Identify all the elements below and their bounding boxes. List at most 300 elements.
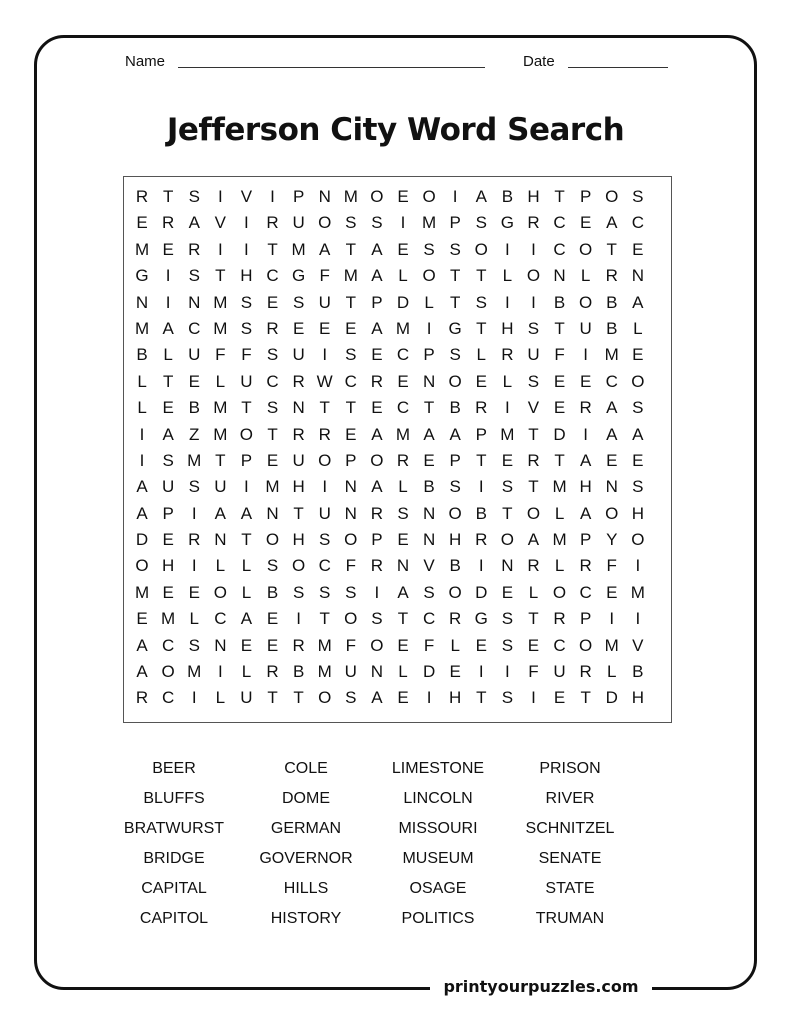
grid-letter[interactable]: G bbox=[500, 213, 514, 233]
grid-letter[interactable]: O bbox=[448, 582, 462, 602]
grid-letter[interactable]: L bbox=[450, 635, 460, 655]
grid-letter[interactable]: A bbox=[136, 503, 148, 523]
grid-letter[interactable]: M bbox=[187, 662, 202, 682]
grid-letter[interactable]: I bbox=[452, 187, 458, 206]
grid-letter[interactable]: O bbox=[526, 266, 541, 286]
grid-letter[interactable]: R bbox=[135, 187, 149, 206]
grid-letter[interactable]: C bbox=[422, 609, 436, 629]
grid-letter[interactable]: E bbox=[240, 635, 253, 655]
grid-letter[interactable]: E bbox=[162, 582, 174, 602]
grid-letter[interactable]: M bbox=[552, 477, 567, 497]
grid-letter[interactable]: E bbox=[475, 635, 487, 655]
grid-letter[interactable]: S bbox=[345, 213, 357, 233]
grid-letter[interactable]: N bbox=[422, 503, 436, 523]
grid-letter[interactable]: S bbox=[501, 688, 514, 708]
grid-letter[interactable]: M bbox=[604, 345, 619, 365]
grid-letter[interactable]: L bbox=[476, 345, 486, 365]
grid-letter[interactable]: U bbox=[318, 292, 331, 312]
grid-letter[interactable]: O bbox=[422, 266, 436, 286]
grid-letter[interactable]: C bbox=[396, 345, 410, 365]
grid-letter[interactable]: R bbox=[370, 371, 384, 391]
grid-letter[interactable]: E bbox=[632, 345, 644, 365]
grid-letter[interactable]: O bbox=[631, 371, 645, 391]
grid-letter[interactable]: E bbox=[266, 609, 279, 629]
grid-letter[interactable]: O bbox=[344, 609, 358, 629]
grid-letter[interactable]: I bbox=[504, 662, 510, 682]
grid-letter[interactable]: I bbox=[191, 503, 197, 523]
grid-letter[interactable]: S bbox=[527, 318, 540, 338]
grid-letter[interactable]: E bbox=[397, 530, 409, 550]
grid-letter[interactable]: H bbox=[501, 318, 514, 338]
grid-letter[interactable]: R bbox=[370, 503, 384, 523]
grid-letter[interactable]: L bbox=[163, 345, 173, 365]
grid-letter[interactable]: M bbox=[213, 318, 228, 338]
grid-letter[interactable]: T bbox=[319, 609, 330, 629]
grid-letter[interactable]: C bbox=[553, 213, 566, 233]
grid-letter[interactable]: U bbox=[240, 688, 253, 708]
grid-letter[interactable]: O bbox=[370, 187, 384, 206]
grid-letter[interactable]: O bbox=[579, 239, 593, 259]
grid-letter[interactable]: B bbox=[606, 318, 618, 338]
grid-letter[interactable]: S bbox=[501, 477, 514, 497]
grid-letter[interactable]: A bbox=[632, 424, 644, 444]
grid-letter[interactable]: L bbox=[241, 582, 252, 602]
grid-letter[interactable]: T bbox=[162, 187, 174, 206]
grid-letter[interactable]: R bbox=[188, 239, 201, 259]
grid-letter[interactable]: E bbox=[632, 450, 644, 470]
grid-letter[interactable]: S bbox=[319, 530, 331, 550]
grid-letter[interactable]: B bbox=[136, 345, 148, 365]
grid-letter[interactable]: R bbox=[266, 213, 279, 233]
grid-letter[interactable]: H bbox=[162, 556, 175, 576]
grid-letter[interactable]: B bbox=[423, 477, 435, 497]
grid-letter[interactable]: M bbox=[161, 609, 176, 629]
grid-letter[interactable]: E bbox=[136, 213, 148, 233]
grid-letter[interactable]: S bbox=[162, 450, 174, 470]
grid-letter[interactable]: C bbox=[162, 688, 175, 708]
grid-letter[interactable]: T bbox=[528, 424, 539, 444]
grid-letter[interactable]: U bbox=[292, 345, 305, 365]
grid-letter[interactable]: T bbox=[267, 424, 278, 444]
grid-letter[interactable]: C bbox=[266, 266, 279, 286]
grid-letter[interactable]: S bbox=[292, 292, 305, 312]
grid-letter[interactable]: S bbox=[240, 318, 253, 338]
grid-letter[interactable]: M bbox=[134, 582, 150, 602]
grid-letter[interactable]: T bbox=[162, 371, 174, 391]
grid-letter[interactable]: N bbox=[605, 477, 618, 497]
grid-letter[interactable]: O bbox=[422, 187, 436, 206]
grid-letter[interactable]: T bbox=[293, 503, 304, 523]
grid-letter[interactable]: T bbox=[319, 398, 330, 418]
grid-letter[interactable]: A bbox=[188, 213, 200, 233]
grid-letter[interactable]: U bbox=[292, 213, 305, 233]
grid-letter[interactable]: B bbox=[266, 582, 279, 602]
grid-letter[interactable]: I bbox=[400, 213, 406, 233]
grid-letter[interactable]: M bbox=[134, 318, 150, 338]
grid-letter[interactable]: F bbox=[528, 662, 539, 682]
grid-letter[interactable]: L bbox=[554, 556, 565, 576]
grid-letter[interactable]: O bbox=[135, 556, 149, 576]
grid-letter[interactable]: M bbox=[500, 424, 515, 444]
grid-letter[interactable]: O bbox=[370, 635, 384, 655]
grid-letter[interactable]: F bbox=[215, 345, 226, 365]
grid-letter[interactable]: N bbox=[188, 292, 201, 312]
grid-letter[interactable]: E bbox=[397, 371, 409, 391]
grid-letter[interactable]: L bbox=[241, 662, 252, 682]
grid-letter[interactable]: I bbox=[426, 688, 432, 708]
grid-letter[interactable]: P bbox=[579, 609, 592, 629]
grid-letter[interactable]: B bbox=[449, 556, 461, 576]
grid-letter[interactable]: V bbox=[214, 213, 226, 233]
grid-letter[interactable]: L bbox=[502, 266, 513, 286]
grid-letter[interactable]: R bbox=[527, 556, 540, 576]
grid-letter[interactable]: P bbox=[423, 345, 435, 365]
grid-letter[interactable]: D bbox=[135, 530, 149, 550]
grid-letter[interactable]: I bbox=[322, 345, 328, 365]
grid-letter[interactable]: D bbox=[605, 688, 618, 708]
grid-letter[interactable]: H bbox=[631, 688, 644, 708]
grid-letter[interactable]: S bbox=[345, 688, 357, 708]
grid-letter[interactable]: M bbox=[317, 635, 332, 655]
grid-letter[interactable]: I bbox=[478, 477, 484, 497]
grid-letter[interactable]: I bbox=[165, 292, 171, 312]
grid-letter[interactable]: I bbox=[504, 398, 510, 418]
grid-letter[interactable]: A bbox=[240, 609, 253, 629]
grid-letter[interactable]: L bbox=[554, 503, 565, 523]
grid-letter[interactable]: T bbox=[476, 318, 487, 338]
grid-letter[interactable]: O bbox=[318, 450, 332, 470]
grid-letter[interactable]: D bbox=[422, 662, 436, 682]
grid-letter[interactable]: R bbox=[135, 688, 149, 708]
grid-letter[interactable]: S bbox=[527, 371, 540, 391]
grid-letter[interactable]: S bbox=[632, 398, 644, 418]
grid-letter[interactable]: C bbox=[553, 635, 566, 655]
grid-letter[interactable]: S bbox=[188, 477, 200, 497]
grid-letter[interactable]: P bbox=[292, 187, 305, 206]
grid-letter[interactable]: H bbox=[579, 477, 592, 497]
grid-letter[interactable]: N bbox=[553, 266, 566, 286]
grid-letter[interactable]: T bbox=[502, 503, 513, 523]
grid-letter[interactable]: M bbox=[213, 424, 228, 444]
grid-letter[interactable]: H bbox=[527, 187, 540, 206]
grid-letter[interactable]: O bbox=[291, 556, 306, 576]
grid-letter[interactable]: O bbox=[344, 530, 358, 550]
grid-letter[interactable]: D bbox=[475, 582, 488, 602]
grid-letter[interactable]: A bbox=[475, 187, 487, 206]
grid-letter[interactable]: H bbox=[292, 477, 305, 497]
grid-letter[interactable]: L bbox=[137, 371, 147, 391]
grid-letter[interactable]: N bbox=[631, 266, 644, 286]
grid-letter[interactable]: O bbox=[213, 582, 227, 602]
grid-letter[interactable]: M bbox=[604, 635, 619, 655]
grid-letter[interactable]: L bbox=[633, 318, 643, 338]
grid-letter[interactable]: E bbox=[397, 187, 409, 206]
grid-letter[interactable]: U bbox=[579, 318, 592, 338]
grid-letter[interactable]: O bbox=[552, 582, 567, 602]
grid-letter[interactable]: T bbox=[293, 688, 304, 708]
grid-letter[interactable]: T bbox=[397, 609, 409, 629]
grid-letter[interactable]: V bbox=[632, 635, 644, 655]
grid-letter[interactable]: O bbox=[474, 239, 488, 259]
grid-letter[interactable]: N bbox=[422, 371, 436, 391]
grid-letter[interactable]: I bbox=[191, 688, 197, 708]
grid-letter[interactable]: N bbox=[370, 662, 384, 682]
grid-letter[interactable]: R bbox=[318, 424, 331, 444]
grid-letter[interactable]: N bbox=[214, 530, 227, 550]
grid-letter[interactable]: S bbox=[475, 213, 487, 233]
grid-letter[interactable]: B bbox=[553, 292, 566, 312]
grid-letter[interactable]: M bbox=[187, 450, 202, 470]
grid-letter[interactable]: D bbox=[396, 292, 410, 312]
grid-letter[interactable]: I bbox=[609, 609, 615, 629]
grid-letter[interactable]: N bbox=[292, 398, 305, 418]
grid-letter[interactable]: C bbox=[631, 213, 644, 233]
grid-letter[interactable]: R bbox=[370, 556, 384, 576]
grid-letter[interactable]: I bbox=[426, 318, 432, 338]
date-line[interactable] bbox=[568, 67, 668, 68]
grid-letter[interactable]: B bbox=[449, 398, 461, 418]
grid-letter[interactable]: A bbox=[136, 662, 148, 682]
grid-letter[interactable]: B bbox=[475, 503, 487, 523]
grid-letter[interactable]: R bbox=[266, 318, 279, 338]
grid-letter[interactable]: I bbox=[531, 239, 536, 259]
grid-letter[interactable]: U bbox=[240, 371, 253, 391]
grid-letter[interactable]: E bbox=[579, 213, 592, 233]
grid-letter[interactable]: T bbox=[345, 398, 356, 418]
grid-letter[interactable]: C bbox=[579, 582, 592, 602]
grid-letter[interactable]: E bbox=[423, 450, 435, 470]
grid-letter[interactable]: T bbox=[267, 688, 278, 708]
grid-letter[interactable]: M bbox=[630, 582, 645, 602]
grid-letter[interactable]: G bbox=[448, 318, 462, 338]
grid-letter[interactable]: L bbox=[398, 266, 408, 286]
grid-letter[interactable]: V bbox=[240, 187, 253, 206]
grid-letter[interactable]: E bbox=[292, 318, 305, 338]
grid-letter[interactable]: N bbox=[422, 530, 436, 550]
grid-letter[interactable]: H bbox=[292, 530, 305, 550]
grid-letter[interactable]: A bbox=[371, 239, 383, 259]
grid-letter[interactable]: D bbox=[553, 424, 566, 444]
grid-letter[interactable]: I bbox=[217, 239, 223, 259]
grid-letter[interactable]: A bbox=[214, 503, 226, 523]
grid-letter[interactable]: T bbox=[449, 292, 461, 312]
grid-letter[interactable]: T bbox=[580, 688, 591, 708]
grid-letter[interactable]: I bbox=[635, 609, 641, 629]
grid-letter[interactable]: E bbox=[579, 371, 592, 391]
grid-letter[interactable]: S bbox=[345, 582, 357, 602]
grid-letter[interactable]: A bbox=[162, 318, 174, 338]
grid-letter[interactable]: A bbox=[136, 477, 148, 497]
grid-letter[interactable]: O bbox=[161, 662, 175, 682]
grid-letter[interactable]: A bbox=[319, 239, 331, 259]
grid-letter[interactable]: I bbox=[139, 450, 145, 470]
grid-letter[interactable]: R bbox=[266, 662, 279, 682]
name-line[interactable] bbox=[178, 67, 485, 68]
grid-letter[interactable]: B bbox=[501, 187, 514, 206]
grid-letter[interactable]: L bbox=[137, 398, 147, 418]
grid-letter[interactable]: F bbox=[345, 635, 356, 655]
grid-letter[interactable]: A bbox=[632, 292, 644, 312]
grid-letter[interactable]: E bbox=[136, 609, 148, 629]
grid-letter[interactable]: F bbox=[554, 345, 565, 365]
grid-letter[interactable]: T bbox=[476, 688, 487, 708]
grid-letter[interactable]: R bbox=[579, 398, 592, 418]
grid-letter[interactable]: R bbox=[188, 530, 201, 550]
grid-letter[interactable]: E bbox=[553, 688, 566, 708]
grid-letter[interactable]: E bbox=[553, 398, 566, 418]
grid-letter[interactable]: A bbox=[371, 688, 383, 708]
grid-letter[interactable]: S bbox=[423, 239, 435, 259]
grid-letter[interactable]: U bbox=[188, 345, 201, 365]
grid-letter[interactable]: O bbox=[526, 503, 541, 523]
grid-letter[interactable]: L bbox=[189, 609, 199, 629]
grid-letter[interactable]: L bbox=[424, 292, 434, 312]
grid-letter[interactable]: R bbox=[527, 450, 540, 470]
grid-letter[interactable]: M bbox=[265, 477, 280, 497]
grid-letter[interactable]: E bbox=[345, 318, 357, 338]
grid-letter[interactable]: S bbox=[501, 609, 514, 629]
grid-letter[interactable]: P bbox=[449, 450, 461, 470]
grid-letter[interactable]: P bbox=[579, 530, 592, 550]
grid-letter[interactable]: T bbox=[476, 266, 487, 286]
grid-letter[interactable]: P bbox=[371, 530, 383, 550]
grid-letter[interactable]: B bbox=[632, 662, 644, 682]
grid-letter[interactable]: I bbox=[583, 424, 588, 444]
grid-letter[interactable]: T bbox=[554, 187, 565, 206]
grid-letter[interactable]: T bbox=[449, 266, 461, 286]
grid-letter[interactable]: S bbox=[501, 635, 514, 655]
grid-letter[interactable]: A bbox=[136, 635, 148, 655]
grid-letter[interactable]: L bbox=[241, 556, 252, 576]
grid-letter[interactable]: E bbox=[501, 450, 514, 470]
grid-letter[interactable]: T bbox=[215, 266, 226, 286]
grid-letter[interactable]: I bbox=[374, 582, 380, 602]
grid-letter[interactable]: L bbox=[398, 662, 408, 682]
grid-letter[interactable]: M bbox=[291, 239, 306, 259]
grid-letter[interactable]: P bbox=[162, 503, 174, 523]
grid-letter[interactable]: N bbox=[344, 503, 357, 523]
grid-letter[interactable]: S bbox=[240, 292, 253, 312]
grid-letter[interactable]: E bbox=[371, 345, 383, 365]
grid-letter[interactable]: O bbox=[448, 371, 462, 391]
grid-letter[interactable]: T bbox=[528, 477, 539, 497]
grid-letter[interactable]: C bbox=[605, 371, 618, 391]
grid-letter[interactable]: M bbox=[395, 424, 411, 444]
grid-letter[interactable]: I bbox=[165, 266, 171, 286]
grid-letter[interactable]: N bbox=[344, 477, 357, 497]
grid-letter[interactable]: R bbox=[292, 635, 305, 655]
grid-letter[interactable]: W bbox=[316, 371, 333, 391]
grid-letter[interactable]: S bbox=[423, 582, 435, 602]
grid-letter[interactable]: H bbox=[449, 688, 462, 708]
grid-letter[interactable]: P bbox=[240, 450, 253, 470]
grid-letter[interactable]: I bbox=[531, 292, 536, 312]
grid-letter[interactable]: E bbox=[449, 662, 461, 682]
grid-letter[interactable]: L bbox=[580, 266, 591, 286]
grid-letter[interactable]: E bbox=[501, 582, 514, 602]
grid-letter[interactable]: M bbox=[395, 318, 411, 338]
grid-letter[interactable]: Z bbox=[189, 424, 200, 444]
grid-letter[interactable]: I bbox=[217, 187, 223, 206]
grid-letter[interactable]: L bbox=[398, 477, 408, 497]
grid-letter[interactable]: A bbox=[371, 424, 383, 444]
grid-letter[interactable]: S bbox=[292, 582, 305, 602]
grid-letter[interactable]: E bbox=[475, 371, 487, 391]
grid-letter[interactable]: S bbox=[345, 345, 357, 365]
grid-letter[interactable]: T bbox=[554, 450, 565, 470]
grid-letter[interactable]: E bbox=[345, 424, 357, 444]
grid-letter[interactable]: S bbox=[475, 292, 487, 312]
grid-letter[interactable]: S bbox=[632, 187, 644, 206]
grid-letter[interactable]: L bbox=[215, 688, 226, 708]
grid-letter[interactable]: E bbox=[266, 450, 279, 470]
grid-letter[interactable]: E bbox=[397, 688, 409, 708]
grid-letter[interactable]: V bbox=[423, 556, 435, 576]
grid-letter[interactable]: O bbox=[318, 213, 332, 233]
grid-letter[interactable]: E bbox=[371, 398, 383, 418]
grid-letter[interactable]: F bbox=[606, 556, 617, 576]
grid-letter[interactable]: O bbox=[239, 424, 254, 444]
grid-letter[interactable]: F bbox=[423, 635, 435, 655]
grid-letter[interactable]: A bbox=[371, 266, 383, 286]
grid-letter[interactable]: T bbox=[267, 239, 278, 259]
grid-letter[interactable]: I bbox=[244, 477, 249, 497]
grid-letter[interactable]: T bbox=[241, 398, 252, 418]
grid-letter[interactable]: T bbox=[215, 450, 226, 470]
grid-letter[interactable]: E bbox=[319, 318, 331, 338]
grid-letter[interactable]: E bbox=[266, 292, 279, 312]
grid-letter[interactable]: A bbox=[397, 582, 409, 602]
grid-letter[interactable]: M bbox=[213, 292, 228, 312]
grid-letter[interactable]: F bbox=[319, 266, 330, 286]
grid-letter[interactable]: A bbox=[579, 450, 592, 470]
grid-letter[interactable]: C bbox=[162, 635, 175, 655]
grid-letter[interactable]: O bbox=[605, 187, 619, 206]
grid-letter[interactable]: C bbox=[318, 556, 331, 576]
grid-letter[interactable]: O bbox=[605, 503, 619, 523]
grid-letter[interactable]: M bbox=[552, 530, 567, 550]
grid-letter[interactable]: T bbox=[423, 398, 435, 418]
grid-letter[interactable]: G bbox=[291, 266, 306, 286]
grid-letter[interactable]: I bbox=[531, 688, 536, 708]
grid-letter[interactable]: R bbox=[553, 609, 566, 629]
grid-letter[interactable]: E bbox=[162, 239, 174, 259]
grid-letter[interactable]: I bbox=[504, 292, 510, 312]
grid-letter[interactable]: E bbox=[632, 239, 644, 259]
grid-letter[interactable]: C bbox=[396, 398, 410, 418]
grid-letter[interactable]: S bbox=[632, 477, 644, 497]
grid-letter[interactable]: A bbox=[606, 424, 618, 444]
grid-letter[interactable]: G bbox=[135, 266, 149, 286]
grid-letter[interactable]: I bbox=[478, 662, 484, 682]
grid-letter[interactable]: M bbox=[421, 213, 437, 233]
grid-letter[interactable]: N bbox=[214, 635, 227, 655]
grid-letter[interactable]: C bbox=[214, 609, 227, 629]
grid-letter[interactable]: I bbox=[635, 556, 641, 576]
grid-letter[interactable]: U bbox=[162, 477, 175, 497]
grid-letter[interactable]: M bbox=[317, 662, 332, 682]
grid-letter[interactable]: E bbox=[188, 582, 200, 602]
grid-letter[interactable]: L bbox=[528, 582, 539, 602]
grid-letter[interactable]: U bbox=[553, 662, 566, 682]
grid-letter[interactable]: A bbox=[240, 503, 253, 523]
grid-letter[interactable]: S bbox=[319, 582, 331, 602]
grid-letter[interactable]: N bbox=[396, 556, 410, 576]
grid-letter[interactable]: S bbox=[266, 556, 279, 576]
grid-letter[interactable]: E bbox=[397, 635, 409, 655]
grid-letter[interactable]: L bbox=[215, 371, 226, 391]
grid-letter[interactable]: C bbox=[266, 371, 279, 391]
